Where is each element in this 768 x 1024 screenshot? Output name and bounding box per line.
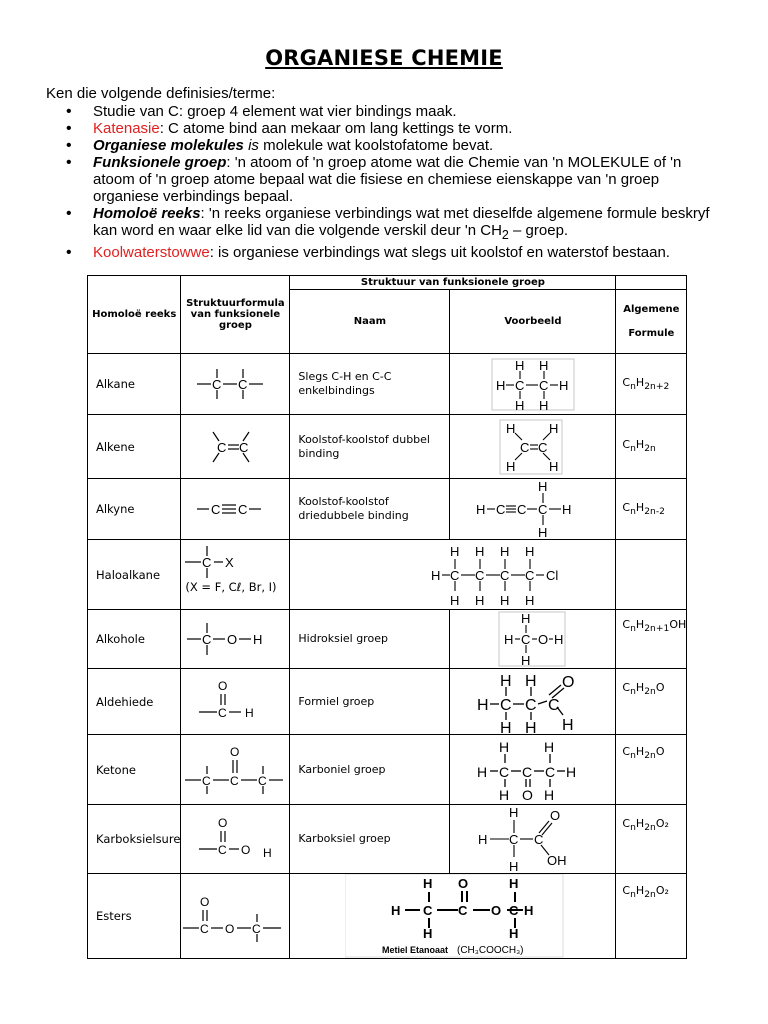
svg-text:C: C — [216, 439, 227, 455]
example-cell — [450, 735, 616, 805]
alkane-structure-icon — [183, 359, 288, 409]
header-reeks: Homoloë reeks — [88, 276, 181, 354]
svg-text:HHCCHH: H H C C H H — [505, 420, 559, 474]
svg-text:HCCOCH HOHHH: H C C O C H H O H H H — [391, 876, 534, 941]
svg-text:HCCCCCl HHHH H: H C C C C Cl H H H H H H H H — [430, 543, 559, 608]
header-super: Struktuur van funksionele groep — [290, 276, 616, 290]
svg-text:OCCC: O C C C — [201, 744, 267, 788]
formula-cell: $C_nH_{2n-2}$ — [616, 479, 687, 540]
structure-cell — [181, 610, 290, 669]
naam-cell: Karboksiel groep — [290, 805, 450, 874]
row-name: Alkyne — [88, 479, 181, 540]
carboxyl-structure-icon — [183, 811, 288, 867]
table-row — [88, 540, 687, 610]
ester-formula: (CH₃COOCH₃) — [457, 945, 524, 956]
table-row — [88, 479, 687, 540]
chlorobutane-example-icon — [428, 541, 598, 609]
svg-text:HCCC HHHHOH: H C C C H H H HO H — [476, 672, 575, 733]
row-name: Alkane — [88, 354, 181, 415]
table-row — [88, 610, 687, 669]
example-cell — [450, 669, 616, 735]
term-katenasie: Katenasie — [93, 120, 160, 137]
structure-cell — [181, 805, 290, 874]
row-name: Aldehiede — [88, 669, 181, 735]
naam-cell: Hidroksiel groep — [290, 610, 450, 669]
halogen-note: (X = F, Cℓ, Br, I) — [185, 580, 277, 594]
term-homoloe-reeks: Homoloë reeks — [93, 205, 201, 222]
svg-text:C: C — [237, 502, 248, 517]
header-struktuur: Struktuurformula van funksionele groep — [181, 276, 290, 354]
svg-text:HCCCH HHHOH: H C C C H H H H O H — [476, 738, 577, 803]
page-title: ORGANIESE CHEMIE — [265, 46, 503, 70]
example-cell — [450, 805, 616, 874]
svg-text:COH: C O H — [201, 632, 263, 647]
example-cell — [450, 354, 616, 415]
svg-text:C: C — [211, 377, 222, 392]
ester-structure-icon — [181, 886, 289, 946]
alcohol-structure-icon — [183, 617, 288, 661]
propyne-example-icon — [473, 479, 593, 539]
header-voorbeeld: Voorbeeld — [450, 290, 616, 354]
row-name: Karboksielsure — [88, 805, 181, 874]
formula-cell: $C_nH_{2n}$ — [616, 415, 687, 479]
table-row — [88, 805, 687, 874]
definition-item: • Studie van C: groep 4 element wat vier bindings maak. — [66, 103, 716, 120]
naam-cell: Slegs C-H en C-C enkelbindings — [290, 354, 450, 415]
definition-item: • Organiese molekules is molekule wat koolstofatome bevat. — [66, 137, 716, 154]
formula-cell — [616, 540, 687, 610]
propanone-example-icon — [473, 737, 593, 803]
svg-text:C: C — [202, 555, 212, 570]
structure-cell — [181, 415, 290, 479]
definition-item: • Homoloë reeks: 'n reeks organiese verbindings wat met dieselfde algemene formule beskryf kan word en waar elke lid van die volgende verskil deur 'n $CH_2$ – groep. — [66, 205, 716, 244]
formula-cell: $C_nH_{2n+2}$ — [616, 354, 687, 415]
structure-cell — [181, 354, 290, 415]
svg-text:C: C — [237, 377, 248, 392]
formula-cell: $C_nH_{2n}O_2$ — [616, 874, 687, 959]
term-funksionele-groep: Funksionele groep — [93, 154, 227, 171]
row-name: Ketone — [88, 735, 181, 805]
ethane-example-icon — [488, 357, 578, 412]
functional-groups-table — [87, 275, 687, 959]
structure-cell — [181, 735, 290, 805]
svg-text:C: C — [210, 502, 221, 517]
svg-text:HCC HHOOH: H C C H HO OH — [477, 805, 567, 873]
formula-cell: $C_nH_{2n}O$ — [616, 669, 687, 735]
naam-cell: Koolstof-koolstof dubbel binding — [290, 415, 450, 479]
naam-cell: Karboniel groep — [290, 735, 450, 805]
ethanal-example-icon — [473, 671, 593, 733]
term-organiese-molekules: Organiese molekules — [93, 137, 244, 154]
formula-cell: $C_nH_{2n}O$ — [616, 735, 687, 805]
table-row — [88, 874, 687, 959]
svg-text:X: X — [225, 555, 235, 570]
haloalkane-structure-icon — [181, 540, 286, 580]
example-cell — [450, 479, 616, 540]
structure-cell — [181, 540, 290, 610]
svg-text:OCOH: O C O H — [217, 816, 272, 860]
header-naam: Naam — [290, 290, 450, 354]
example-cell — [450, 415, 616, 479]
svg-text:OCOC: O C O C — [200, 895, 262, 936]
example-cell — [450, 610, 616, 669]
alkyne-structure-icon — [183, 489, 288, 529]
table-row — [88, 669, 687, 735]
example-cell — [290, 874, 616, 959]
table-row — [88, 735, 687, 805]
naam-cell — [290, 540, 450, 610]
header-algemene: Algemene Formule — [616, 290, 687, 354]
alkene-structure-icon — [183, 422, 288, 472]
row-name: Alkene — [88, 415, 181, 479]
methyl-ethanoate-example-icon — [345, 874, 565, 958]
formula-cell: $C_nH_{2n+1}OH$ — [616, 610, 687, 669]
row-name: Alkohole — [88, 610, 181, 669]
svg-text:OCH: O C H — [217, 678, 254, 720]
structure-cell — [181, 874, 290, 959]
definition-item: • Katenasie: C atome bind aan mekaar om lang kettings te vorm. — [66, 120, 716, 137]
svg-text:HCCCHHH: H C C C HH H — [475, 479, 572, 539]
aldehyde-structure-icon — [183, 674, 288, 730]
naam-cell: Koolstof-koolstof driedubbele binding — [290, 479, 450, 540]
formula-cell: $C_nH_{2n}O_2$ — [616, 805, 687, 874]
svg-text:C: C — [238, 439, 249, 455]
ketone-structure-icon — [183, 742, 288, 798]
svg-text:HCOHHH: H C O HH H — [503, 611, 564, 668]
definition-item: • Funksionele groep: 'n atoom of 'n groep atome wat die Chemie van 'n MOLEKULE of 'n atoom of 'n groep atome bepaal wat die fisiese en chemiese eienskappe van 'n groep organiese verbindings bepaal. — [66, 154, 716, 205]
svg-text:HCCH HHHH: H C C H H H H H — [495, 357, 569, 412]
example-cell — [430, 540, 616, 610]
definitions-list — [66, 103, 716, 261]
structure-cell — [181, 669, 290, 735]
structure-cell — [181, 479, 290, 540]
methanol-example-icon — [498, 610, 568, 668]
row-name: Esters — [88, 874, 181, 959]
table-row — [88, 415, 687, 479]
intro-text: Ken die volgende definisies/terme: — [46, 85, 276, 102]
ethene-example-icon — [498, 418, 568, 476]
table-row — [88, 354, 687, 415]
ethanoic-acid-example-icon — [473, 805, 593, 873]
term-koolwaterstowwe: Koolwaterstowwe — [93, 244, 210, 261]
ester-caption: Metiel Etanoaat — [382, 945, 449, 955]
definition-item: • Koolwaterstowwe: is organiese verbindings wat slegs uit koolstof en waterstof bestaan. — [66, 244, 716, 261]
naam-cell: Formiel groep — [290, 669, 450, 735]
row-name: Haloalkane — [88, 540, 181, 610]
